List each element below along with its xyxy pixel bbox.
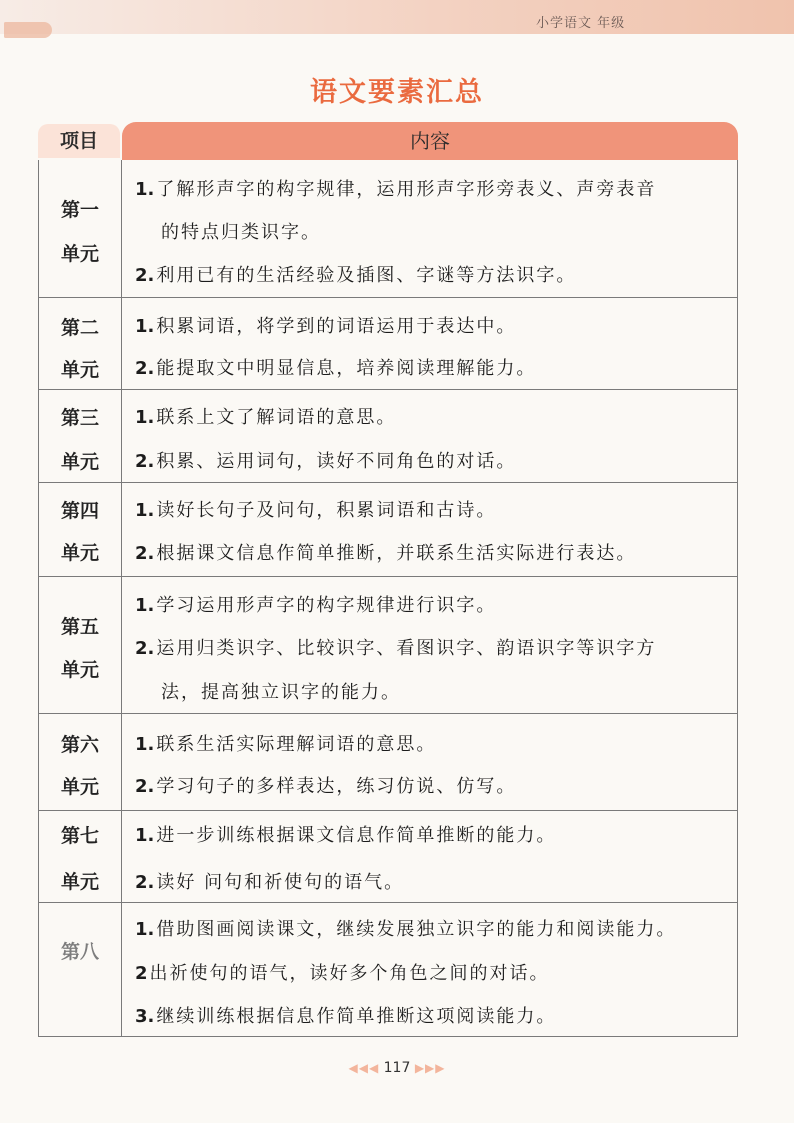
unit-label [39,390,122,483]
table-row [39,297,737,390]
item-number: 1. [135,919,155,940]
item-text: 学习句子的多样表达，练习仿说、仿写。 [156,776,517,797]
top-header-band [0,0,794,34]
unit-label-line2: 单元 [60,542,99,564]
item-text: 联系上文了解词语的意思。 [156,407,397,428]
list-item [135,261,729,287]
corner-tab-mark [4,22,52,38]
item-number: 2. [135,872,155,893]
item-text: 学习运用形声字的构字规律进行识字。 [156,595,497,616]
table-row [39,160,737,297]
item-number: 2. [135,358,155,379]
item-text: 进一步训练根据课文信息作简单推断的能力。 [156,825,557,846]
item-number: 1. [135,316,155,337]
list-item [135,634,729,660]
unit-label [39,298,122,390]
item-text: 根据课文信息作简单推断，并联系生活实际进行表达。 [156,543,637,564]
unit-label [39,714,122,811]
unit-label [39,483,122,577]
unit-label-line1: 第一 [60,199,99,221]
table-row [39,389,737,483]
right-arrows-icon: ▶▶▶ [414,1061,446,1075]
unit-label-line1: 第五 [60,616,99,638]
unit-label-line1: 第七 [60,825,99,847]
unit-label-line1: 第四 [60,500,99,522]
table-row [39,576,737,714]
list-item [135,1002,729,1028]
item-number: 2. [135,451,155,472]
unit-label-line1: 第六 [60,734,99,756]
column-header-item: 项目 [38,124,120,158]
item-number: 1. [135,595,155,616]
item-number: 1. [135,407,155,428]
summary-table [38,160,738,1037]
item-number: 1. [135,500,155,521]
page-footer [0,1060,794,1076]
column-header-content: 内容 [122,122,738,160]
item-number: 2. [135,776,155,797]
item-text-continued: 法，提高独立识字的能力。 [161,682,401,703]
item-text: 积累词语，将学到的词语运用于表达中。 [156,316,517,337]
unit-label [39,903,122,1037]
list-item [135,496,729,522]
list-item [135,821,729,847]
item-number: 2. [135,543,155,564]
list-item [135,447,729,473]
item-text: 运用归类识字、比较识字、看图识字、韵语识字等识字方 [156,638,657,659]
list-item [135,730,729,756]
item-text: 积累、运用词句，读好不同角色的对话。 [156,451,517,472]
list-item [135,772,729,798]
item-text: 了解形声字的构字规律，运用形声字形旁表义、声旁表音 [156,179,657,200]
list-item [135,959,729,985]
table-row [39,902,737,1037]
item-number: 3. [135,1006,155,1027]
item-number: 1. [135,179,155,200]
unit-label [39,811,122,903]
list-item [135,403,729,429]
list-item [135,312,729,338]
item-text: 联系生活实际理解词语的意思。 [156,734,437,755]
table-header [38,122,738,160]
unit-label-line2: 单元 [60,451,99,473]
list-item [135,539,729,565]
unit-label-line1: 第八 [60,941,99,963]
unit-label-line1: 第三 [60,407,99,429]
item-number: 2 [135,963,148,984]
left-arrows-icon: ◀◀◀ [348,1061,380,1075]
list-item [135,354,729,380]
item-text-continued: 的特点归类识字。 [161,222,321,243]
running-header: 小学语文 年级 [536,16,626,31]
item-number: 2. [135,265,155,286]
table-row [39,713,737,811]
unit-label-line2: 单元 [60,243,99,265]
table-row [39,482,737,577]
item-text: 继续训练根据信息作简单推断这项阅读能力。 [156,1006,557,1027]
item-number: 1. [135,734,155,755]
item-text: 能提取文中明显信息，培养阅读理解能力。 [156,358,537,379]
list-item [135,915,729,941]
table-row [39,810,737,903]
page-title: 语文要素汇总 [310,77,484,108]
unit-label [39,160,122,297]
list-item [135,868,729,894]
unit-label-line2: 单元 [60,776,99,798]
unit-label-line2: 单元 [60,659,99,681]
item-text: 利用已有的生活经验及插图、字谜等方法识字。 [156,265,577,286]
unit-label-line2: 单元 [60,359,99,381]
item-text: 出祈使句的语气，读好多个角色之间的对话。 [149,963,550,984]
item-number: 2. [135,638,155,659]
unit-label-line1: 第二 [60,317,99,339]
item-text: 读好 问句和祈使句的语气。 [156,872,405,893]
item-text: 读好长句子及问句，积累词语和古诗。 [156,500,497,521]
item-number: 1. [135,825,155,846]
unit-label-line2: 单元 [60,871,99,893]
list-item [135,591,729,617]
page-number: 117 [383,1060,411,1076]
item-text: 借助图画阅读课文，继续发展独立识字的能力和阅读能力。 [156,919,677,940]
unit-label [39,577,122,714]
list-item [135,175,729,201]
